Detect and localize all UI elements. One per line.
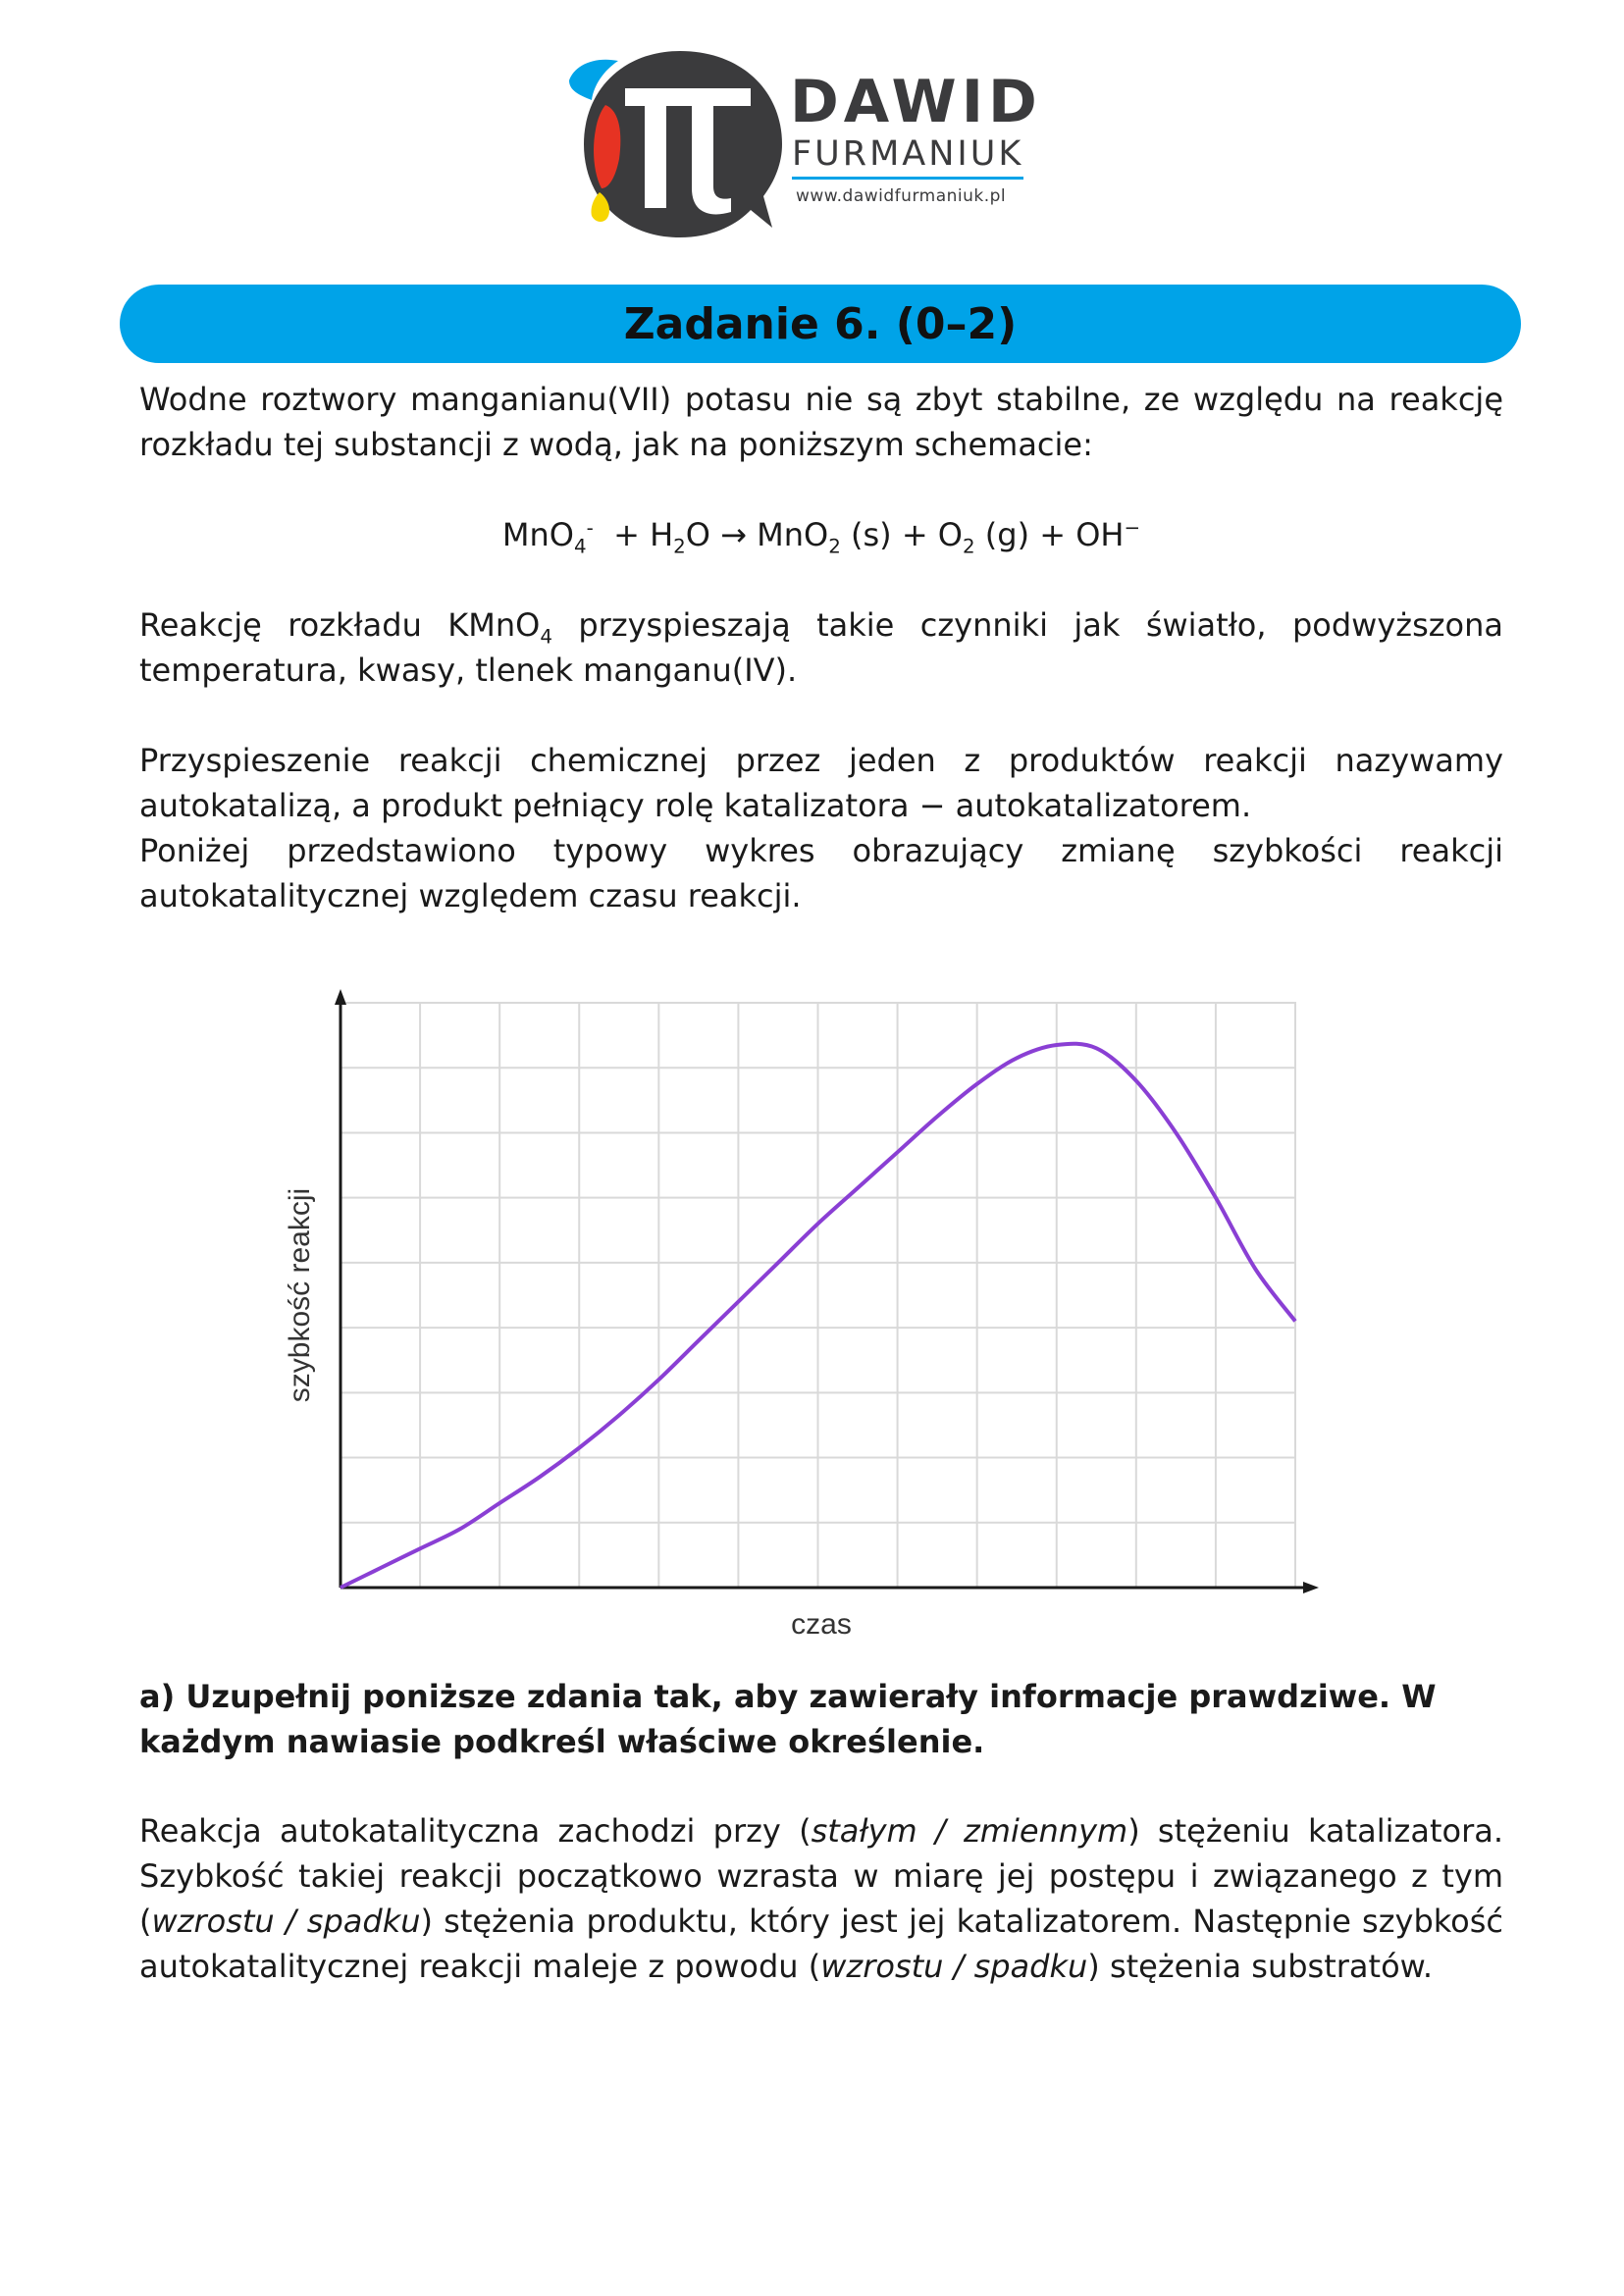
task-title-banner (120, 285, 1521, 363)
reaction-arrow: → (720, 516, 747, 553)
eq-part: MnO (746, 516, 829, 553)
text-run: Reakcja autokatalityczna zachodzi przy ( (139, 1812, 812, 1850)
choice-option-2[interactable]: wzrostu / spadku (151, 1903, 421, 1940)
pi-speech-bubble-icon (564, 51, 790, 237)
part-a-text (139, 1808, 1503, 1989)
eq-sup: − (1124, 516, 1141, 540)
logo-name-line1: DAWID (790, 68, 1042, 136)
intro-paragraph-3: Przyspieszenie reakcji chemicznej przez jeden z produktów reakcji nazywamy autokatalizą, a produkt pełniący rolę katalizatora − autokatalizatorem. (139, 742, 1503, 824)
eq-sup: - (586, 516, 594, 540)
choice-option-1[interactable]: stałym / zmiennym (811, 1812, 1128, 1850)
logo-rule (792, 177, 1023, 180)
part-a-instruction: a) Uzupełnij poniższe zdania tak, aby zawierały informacje prawdziwe. W każdym nawiasie podkreśl właściwe określenie. (139, 1678, 1437, 1760)
reaction-equation (139, 512, 1503, 557)
eq-part: (g) + OH (974, 516, 1125, 553)
eq-sub: 2 (828, 535, 841, 558)
eq-sub: 2 (962, 535, 975, 558)
text-run: przyspieszają takie czynniki jak światło, podwyższona temperatura, kwasy, tlenek manganu(IV). (139, 606, 1504, 689)
intro-paragraph-4: Poniżej przedstawiono typowy wykres obrazujący zmianę szybkości reakcji autokatalitycznej względem czasu reakcji. (139, 832, 1503, 914)
text-run: ) stężenia produktu, który jest jej katalizatorem. Następnie szybkość autokatalitycznej reakcji maleje z powodu ( (139, 1903, 1503, 1985)
text-run: ) stężenia substratów. (1087, 1948, 1434, 1985)
logo (564, 51, 1042, 237)
text-run: ) stężeniu katalizatora. Szybkość takiej reakcji początkowo wzrasta w miarę jej postępu i związanego z tym ( (139, 1812, 1503, 1940)
intro-paragraph-2 (139, 602, 1503, 693)
eq-sub: 4 (573, 535, 587, 558)
x-axis-arrow-icon (1303, 1582, 1319, 1593)
eq-part: (s) + O (840, 516, 963, 553)
rate-vs-time-chart (265, 962, 1344, 1648)
eq-sub: 2 (673, 535, 686, 558)
choice-option-3[interactable]: wzrostu / spadku (820, 1948, 1088, 1985)
eq-part: + H (593, 516, 674, 553)
chart-grid (341, 1003, 1295, 1588)
task-title: Zadanie 6. (0–2) (623, 298, 1018, 349)
y-axis-label: szybkość reakcji (284, 1187, 316, 1403)
text-run: Reakcję rozkładu KMnO (139, 606, 541, 644)
logo-url: www.dawidfurmaniuk.pl (796, 186, 1007, 206)
y-axis-arrow-icon (335, 989, 346, 1005)
eq-part: O (685, 516, 721, 553)
logo-name-line2: FURMANIUK (792, 134, 1024, 174)
eq-part: MnO (501, 516, 574, 553)
text-sub: 4 (540, 625, 552, 649)
intro-paragraph-1: Wodne roztwory manganianu(VII) potasu nie są zbyt stabilne, ze względu na reakcję rozkładu tej substancji z wodą, jak na poniższym schemacie: (139, 381, 1503, 463)
x-axis-label: czas (791, 1608, 852, 1641)
